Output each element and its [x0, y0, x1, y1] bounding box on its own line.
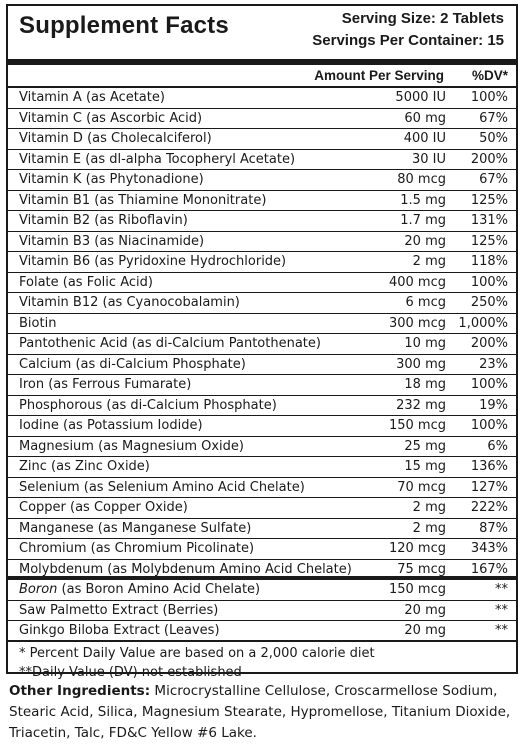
ingredient-dv: **: [495, 582, 508, 597]
nutrient-amount: 2 mg: [412, 500, 446, 515]
nutrient-amount: 75 mcg: [397, 561, 446, 577]
nutrient-name: Iron (as Ferrous Fumarate): [19, 377, 192, 392]
ingredient-name-italic: Boron: [19, 582, 58, 597]
nutrient-amount: 20 mg: [404, 233, 446, 249]
column-headers: [8, 65, 516, 88]
nutrient-name: Iodine (as Potassium Iodide): [19, 418, 203, 433]
nutrient-name: Phosphorous (as di-Calcium Phosphate): [19, 397, 277, 413]
nutrient-dv: 125%: [470, 192, 508, 208]
nutrient-dv: 1,000%: [458, 315, 508, 331]
nutrient-name: Selenium (as Selenium Amino Acid Chelate): [19, 479, 305, 495]
nutrient-amount: 400 mcg: [388, 274, 446, 290]
dv-column-header: %DV*: [471, 68, 508, 83]
nutrient-amount: 400 IU: [403, 131, 446, 146]
nutrient-dv: 50%: [479, 131, 508, 146]
nutrient-name: Pantothenic Acid (as di-Calcium Pantothenate): [19, 336, 321, 351]
supplement-facts-panel: [6, 4, 518, 680]
footnotes: [8, 642, 516, 682]
nutrient-dv: 250%: [470, 295, 508, 310]
nutrient-name: Vitamin C (as Ascorbic Acid): [19, 110, 203, 126]
nutrient-row: [8, 170, 516, 191]
nutrient-amount: 18 mg: [404, 377, 446, 392]
nutrient-amount: 300 mcg: [388, 315, 446, 331]
nutrient-dv: 67%: [479, 110, 508, 126]
ingredient-row: [8, 621, 516, 642]
servings-per-container: Servings Per Container: 15: [312, 32, 504, 49]
nutrient-amount: 2 mg: [412, 520, 446, 536]
nutrient-amount: 2 mg: [412, 254, 446, 269]
nutrient-dv: 100%: [470, 274, 508, 290]
nutrient-row: [8, 252, 516, 273]
nutrient-row: [8, 375, 516, 396]
nutrient-name: Biotin: [19, 315, 57, 331]
ingredient-name: [19, 601, 218, 621]
nutrient-row: [8, 273, 516, 294]
nutrient-dv: 127%: [470, 479, 508, 495]
nutrient-name: Vitamin B2 (as Riboflavin): [19, 213, 188, 228]
nutrient-dv: 6%: [487, 438, 508, 454]
other-ingredients-text: Microcrystalline Cellulose, Croscarmellose Sodium, Stearic Acid, Silica, Magnesium Stearate, Hypromellose, Titanium Dioxide, Triacetin, Talc, FD&C Yellow #6 Lake.: [9, 683, 511, 741]
nutrient-row: [8, 129, 516, 150]
no-dv-footnote: **Daily Value (DV) not established: [19, 664, 242, 680]
ingredient-dv: **: [495, 623, 508, 638]
nutrient-amount: 10 mg: [404, 336, 446, 351]
nutrient-row: [8, 88, 516, 109]
nutrient-dv: 131%: [470, 213, 508, 228]
nutrient-name: Vitamin A (as Acetate): [19, 90, 165, 105]
ingredient-name: [19, 621, 220, 641]
nutrient-amount: 25 mg: [404, 438, 446, 454]
nutrient-name: Vitamin D (as Cholecalciferol): [19, 131, 212, 146]
nutrient-row: [8, 150, 516, 171]
nutrient-amount: 232 mg: [396, 397, 446, 413]
ingredient-row: [8, 601, 516, 622]
nutrient-dv: 100%: [470, 90, 508, 105]
nutrient-name: Molybdenum (as Molybdenum Amino Acid Chelate): [19, 561, 352, 577]
nutrient-amount: 1.5 mg: [400, 192, 446, 208]
nutrient-amount: 60 mg: [404, 110, 446, 126]
serving-info: [312, 8, 504, 52]
nutrient-name: Vitamin B12 (as Cyanocobalamin): [19, 295, 240, 310]
other-ingredients: [9, 681, 521, 744]
nutrient-name: Vitamin B1 (as Thiamine Mononitrate): [19, 192, 267, 208]
nutrient-dv: 136%: [470, 459, 508, 474]
ingredient-name: [19, 580, 260, 600]
other-ingredients-label: Other Ingredients:: [9, 683, 151, 699]
ingredient-name-rest: Ginkgo Biloba Extract (Leaves): [19, 623, 220, 638]
nutrient-dv: 343%: [470, 541, 508, 556]
nutrient-name: Chromium (as Chromium Picolinate): [19, 541, 255, 556]
nutrient-dv: 100%: [470, 418, 508, 433]
nutrient-dv: 118%: [470, 254, 508, 269]
nutrient-name: Vitamin K (as Phytonadione): [19, 172, 204, 187]
nutrient-amount: 80 mcg: [397, 172, 446, 187]
ingredient-name-rest: Saw Palmetto Extract (Berries): [19, 602, 219, 618]
nutrient-dv: 125%: [470, 233, 508, 249]
nutrient-dv: 19%: [479, 397, 508, 413]
serving-size: Serving Size: 2 Tablets: [341, 10, 504, 27]
nutrient-dv: 87%: [479, 520, 508, 536]
nutrient-amount: 300 mg: [396, 356, 446, 372]
nutrient-name: Vitamin E (as dl-alpha Tocopheryl Acetate): [19, 151, 296, 167]
nutrient-name: Zinc (as Zinc Oxide): [19, 459, 150, 474]
nutrient-name: Vitamin B6 (as Pyridoxine Hydrochloride): [19, 254, 287, 269]
nutrient-row: [8, 232, 516, 253]
nutrient-row: [8, 539, 516, 560]
nutrient-name: Vitamin B3 (as Niacinamide): [19, 233, 205, 249]
ingredient-amount: 20 mg: [404, 623, 446, 638]
dv-footnote: * Percent Daily Value are based on a 2,000 calorie diet: [19, 645, 375, 661]
nutrient-row: [8, 560, 516, 581]
nutrient-amount: 6 mcg: [405, 295, 446, 310]
nutrient-dv: 200%: [470, 151, 508, 167]
nutrient-row: [8, 416, 516, 437]
nutrient-row: [8, 355, 516, 376]
ingredient-amount: 150 mcg: [388, 582, 446, 597]
facts-header: [8, 6, 516, 65]
nutrient-row: [8, 498, 516, 519]
nutrient-row: [8, 293, 516, 314]
nutrient-row: [8, 334, 516, 355]
nutrient-dv: 222%: [470, 500, 508, 515]
nutrient-name: Folate (as Folic Acid): [19, 274, 153, 290]
nutrient-row: [8, 478, 516, 499]
nutrient-amount: 1.7 mg: [400, 213, 446, 228]
facts-title: Supplement Facts: [19, 12, 229, 39]
nutrient-row: [8, 314, 516, 335]
nutrient-amount: 5000 IU: [395, 90, 446, 105]
nutrient-name: Calcium (as di-Calcium Phosphate): [19, 356, 246, 372]
nutrient-row: [8, 437, 516, 458]
nutrient-dv: 67%: [479, 172, 508, 187]
nutrient-row: [8, 396, 516, 417]
extra-ingredient-rows: [8, 580, 516, 642]
nutrient-amount: 150 mcg: [388, 418, 446, 433]
ingredient-amount: 20 mg: [404, 602, 446, 618]
nutrient-row: [8, 457, 516, 478]
ingredient-dv: **: [495, 602, 508, 618]
nutrient-row: [8, 191, 516, 212]
nutrient-amount: 30 IU: [411, 151, 446, 167]
ingredient-row: [8, 580, 516, 601]
nutrient-dv: 200%: [470, 336, 508, 351]
nutrient-name: Manganese (as Manganese Sulfate): [19, 520, 252, 536]
nutrient-row: [8, 211, 516, 232]
ingredient-name-rest: (as Boron Amino Acid Chelate): [57, 582, 261, 597]
nutrient-dv: 100%: [470, 377, 508, 392]
nutrient-dv: 167%: [470, 561, 508, 577]
nutrient-amount: 70 mcg: [397, 479, 446, 495]
nutrient-amount: 120 mcg: [388, 541, 446, 556]
nutrient-name: Copper (as Copper Oxide): [19, 500, 188, 515]
nutrient-name: Magnesium (as Magnesium Oxide): [19, 438, 244, 454]
nutrient-rows: [8, 88, 516, 580]
nutrient-row: [8, 519, 516, 540]
nutrient-amount: 15 mg: [404, 459, 446, 474]
nutrient-row: [8, 109, 516, 130]
nutrient-dv: 23%: [479, 356, 508, 372]
amount-column-header: Amount Per Serving: [314, 68, 444, 83]
